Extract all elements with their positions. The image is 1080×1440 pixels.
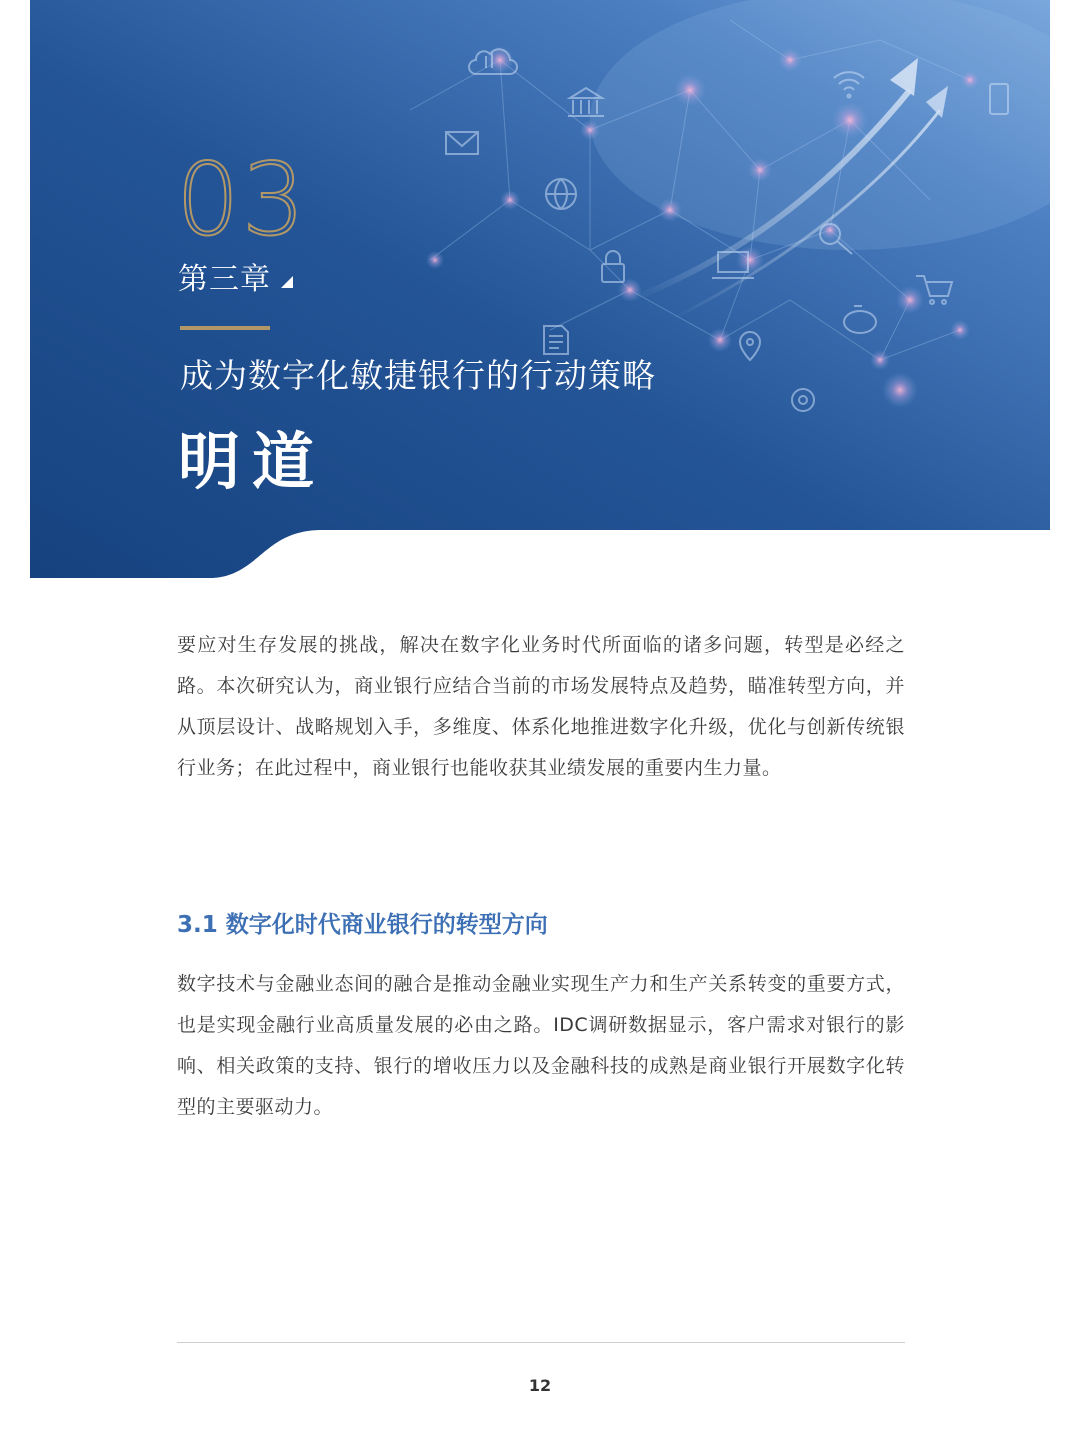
section-paragraph: 数字技术与金融业态间的融合是推动金融业实现生产力和生产关系转变的重要方式，也是实现金融行业高质量发展的必由之路。IDC调研数据显示，客户需求对银行的影响、相关政策的支持、银行的增收压力以及金融科技的成熟是商业银行开展数字化转型的主要驱动力。 xyxy=(177,973,905,1118)
section-heading: 3.1 数字化时代商业银行的转型方向 xyxy=(177,912,548,938)
page-number: 12 xyxy=(528,1376,552,1395)
chapter-number: 03 xyxy=(176,141,308,258)
intro-paragraph: 要应对生存发展的挑战，解决在数字化业务时代所面临的诸多问题，转型是必经之路。本次研究认为，商业银行应结合当前的市场发展特点及趋势，瞄准转型方向，并从顶层设计、战略规划入手，多维度、体系化地推进数字化升级，优化与创新传统银行业务；在此过程中，商业银行也能收获其业绩发展的重要内生力量。 xyxy=(177,634,905,779)
chapter-banner xyxy=(30,0,1050,578)
chapter-keyword: 明道 xyxy=(178,425,327,498)
corner-arrow-icon xyxy=(281,276,293,288)
chapter-title: 成为数字化敏捷银行的行动策略 xyxy=(180,356,656,395)
chapter-label: 第三章 xyxy=(178,262,271,297)
footer-divider xyxy=(177,1342,905,1343)
title-divider xyxy=(180,326,270,330)
